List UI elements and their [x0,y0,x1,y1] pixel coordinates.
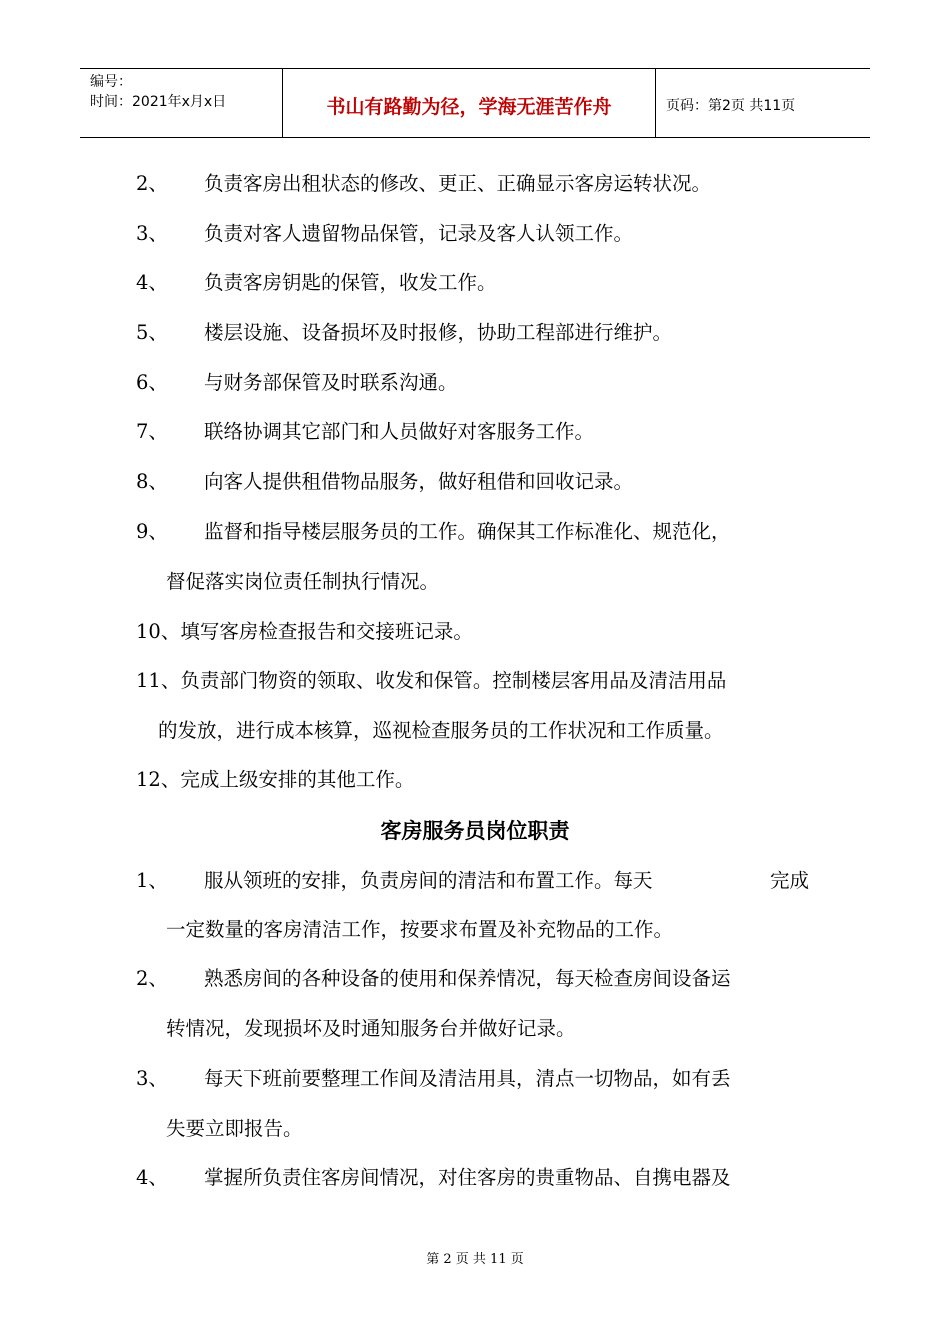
list-item-continuation: 一定数量的客房清洁工作，按要求布置及补充物品的工作。 [166,918,674,941]
list-item-text: 联络协调其它部门和人员做好对客服务工作。 [204,420,595,443]
page-footer: 第 2 页 共 11 页 [426,1252,524,1267]
header-meta [80,69,282,137]
list-item-text: 每天下班前要整理工作间及清洁用具，清点一切物品，如有丢 [204,1067,731,1090]
list-item: 1、 [136,869,168,892]
list-item-continuation: 督促落实岗位责任制执行情况。 [166,570,440,593]
list-item-text: 负责客房出租状态的修改、更正、正确显示客房运转状况。 [204,172,712,195]
list-item: 4、 [136,271,168,294]
header-motto: 书山有路勤为径，学海无涯苦作舟 [282,69,656,137]
list-item: 2、 [136,172,168,195]
list-item: 6、 [136,371,168,394]
list-item-text: 掌握所负责住客房间情况，对住客房的贵重物品、自携电器及 [204,1166,731,1189]
list-item-continuation: 失要立即报告。 [166,1117,303,1140]
list-item-continuation: 转情况，发现损坏及时通知服务台并做好记录。 [166,1017,576,1040]
list-item-continuation: 的发放，进行成本核算，巡视检查服务员的工作状况和工作质量。 [158,719,724,742]
list-item-text: 熟悉房间的各种设备的使用和保养情况，每天检查房间设备运 [204,967,731,990]
list-item-text: 向客人提供租借物品服务，做好租借和回收记录。 [204,470,634,493]
list-item-text: 11、负责部门物资的领取、收发和保管。控制楼层客用品及清洁用品 [136,669,727,692]
list-item-text: 负责对客人遗留物品保管，记录及客人认领工作。 [204,222,634,245]
document-number-label: 编号： [90,74,132,90]
header-page-info: 页码：第2页 共11页 [666,98,796,114]
list-item-text: 10、填写客房检查报告和交接班记录。 [136,620,473,643]
list-item: 4、 [136,1166,168,1189]
page-header [80,68,870,138]
list-item-text-tail: 完成 [770,869,810,892]
list-item: 8、 [136,470,168,493]
list-item-text: 监督和指导楼层服务员的工作。确保其工作标准化、规范化， [204,520,731,543]
list-item-text: 服从领班的安排，负责房间的清洁和布置工作。每天 [204,869,653,892]
list-item-text: 负责客房钥匙的保管，收发工作。 [204,271,497,294]
section-title: 客房服务员岗位职责 [380,818,570,843]
list-item: 9、 [136,520,168,543]
list-item: 5、 [136,321,168,344]
list-item: 3、 [136,222,168,245]
list-item-text: 与财务部保管及时联系沟通。 [204,371,458,394]
document-date: 时间：2021年x月x日 [90,94,227,110]
list-item-text: 楼层设施、设备损坏及时报修，协助工程部进行维护。 [204,321,673,344]
list-item: 2、 [136,967,168,990]
list-item: 7、 [136,420,168,443]
list-item: 3、 [136,1067,168,1090]
list-item-text: 12、完成上级安排的其他工作。 [136,768,415,791]
